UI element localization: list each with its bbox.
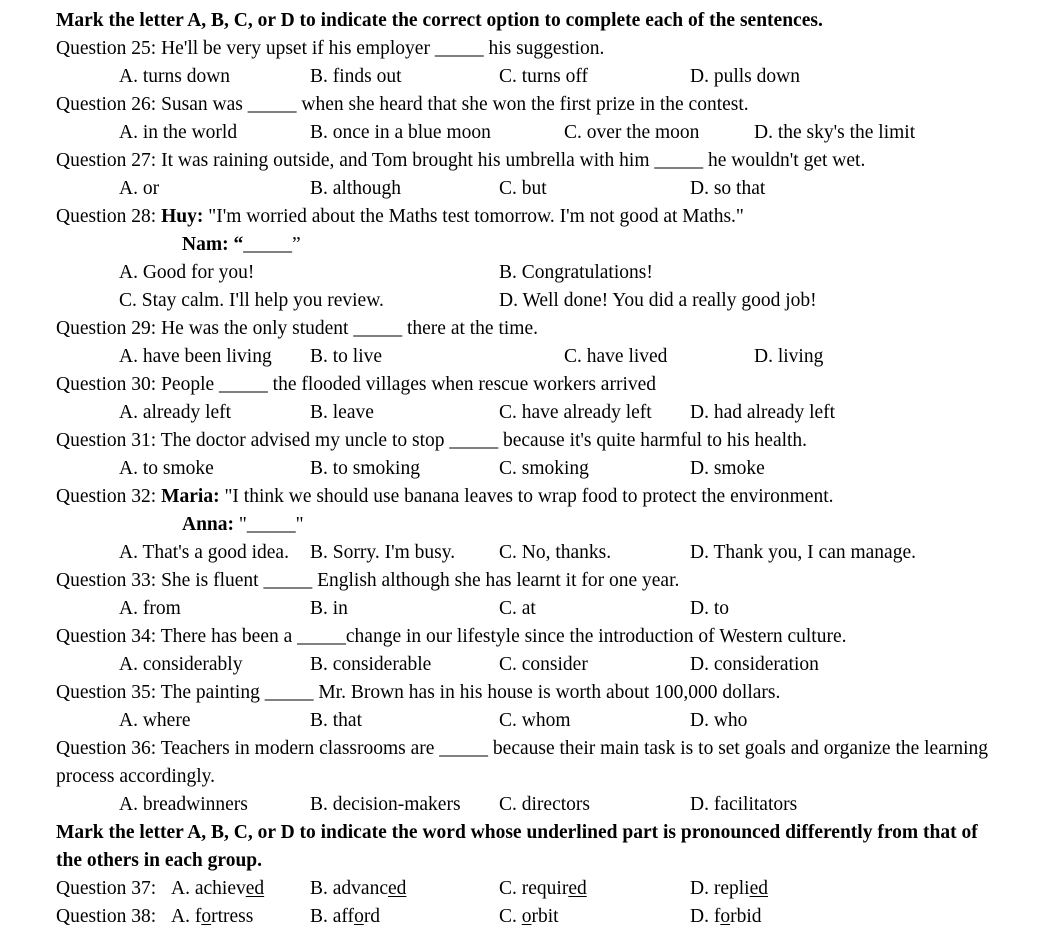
option-c[interactable]: C. directors (499, 794, 590, 815)
option-d[interactable]: D. so that (690, 178, 766, 199)
question-29 (56, 315, 1006, 343)
question-stem-end: the flooded villages when rescue workers arrived (267, 374, 657, 395)
option-a[interactable]: A. or (119, 178, 160, 199)
question-32 (56, 483, 1006, 511)
answer-blank: _____ (243, 234, 292, 255)
option-a[interactable]: A. in the world (119, 122, 238, 143)
option-d[interactable]: D. forbid (690, 906, 762, 927)
question-stem: Question 27: It was raining outside, and Tom brought his umbrella with him (56, 150, 655, 171)
option-d[interactable]: D. consideration (690, 654, 819, 675)
question-26 (56, 91, 1006, 119)
option-a[interactable]: A. already left (119, 402, 232, 423)
option-c[interactable]: C. consider (499, 654, 588, 675)
question-27 (56, 147, 1006, 175)
worksheet (56, 7, 1006, 931)
option-a[interactable]: A. fortress (171, 906, 254, 927)
option-c[interactable]: C. No, thanks. (499, 542, 612, 563)
question-stem: Question 31: The doctor advised my uncle to stop (56, 430, 450, 451)
option-a[interactable]: A. from (119, 598, 181, 619)
option-d[interactable]: D. who (690, 710, 748, 731)
question-stem-end: Mr. Brown has in his house is worth about 100,000 dollars. (313, 682, 781, 703)
question-37 (56, 875, 1006, 903)
option-c[interactable]: C. required (499, 878, 587, 899)
question-stem-end: because their main task is to set goals and organize the learning process accordingly. (56, 738, 989, 787)
option-b[interactable]: B. afford (310, 906, 381, 927)
option-c[interactable]: C. whom (499, 710, 571, 731)
question-38 (56, 903, 1006, 931)
speaker-huy: Huy: (161, 206, 204, 227)
option-b[interactable]: B. to live (310, 346, 383, 367)
options-34 (56, 651, 1006, 679)
answer-blank: _____ (449, 430, 499, 451)
option-c[interactable]: C. have already left (499, 402, 652, 423)
open-quote: “ (228, 234, 244, 255)
question-stem-end: when she heard that she won the first prize in the contest. (296, 94, 749, 115)
option-a[interactable]: A. breadwinners (119, 794, 248, 815)
option-d[interactable]: D. Thank you, I can manage. (690, 542, 916, 563)
answer-blank: _____ (434, 38, 484, 59)
options-31 (56, 455, 1006, 483)
options-33 (56, 595, 1006, 623)
option-b[interactable]: B. although (310, 178, 401, 199)
question-stem: Question 34: There has been a (56, 626, 298, 647)
answer-blank: _____ (219, 374, 268, 395)
question-25 (56, 35, 1006, 63)
dialog-response (56, 511, 1006, 539)
question-stem-end: he wouldn't get wet. (703, 150, 866, 171)
options-32 (56, 539, 1006, 567)
options-36 (56, 791, 1006, 819)
options-28-row2 (56, 287, 1006, 315)
option-d[interactable]: D. living (754, 346, 824, 367)
question-31 (56, 427, 1006, 455)
option-d[interactable]: D. replied (690, 878, 768, 899)
option-b[interactable]: B. in (310, 598, 348, 619)
option-d[interactable]: D. pulls down (690, 66, 800, 87)
answer-blank: _____ (264, 682, 314, 703)
question-stem-end: English although she has learnt it for one year. (312, 570, 680, 591)
question-stem-end: because it's quite harmful to his health. (498, 430, 808, 451)
option-a[interactable]: A. have been living (119, 346, 272, 367)
option-c[interactable]: C. have lived (564, 346, 668, 367)
question-28 (56, 203, 1006, 231)
option-c[interactable]: C. orbit (499, 906, 559, 927)
question-label: Question 38: (56, 906, 157, 927)
options-29 (56, 343, 1006, 371)
speaker-anna: Anna: (182, 514, 235, 535)
question-33 (56, 567, 1006, 595)
question-stem: Question 26: Susan was (56, 94, 248, 115)
question-stem-end: his suggestion. (483, 38, 605, 59)
option-b[interactable]: B. Congratulations! (499, 262, 653, 283)
option-d[interactable]: D. to (690, 598, 729, 619)
question-stem: Question 36: Teachers in modern classrooms are (56, 738, 440, 759)
question-stem: Question 35: The painting (56, 682, 265, 703)
option-d[interactable]: D. had already left (690, 402, 836, 423)
option-a[interactable]: A. Good for you! (119, 262, 255, 283)
options-25 (56, 63, 1006, 91)
question-stem: Question 25: He'll be very upset if his employer (56, 38, 435, 59)
question-stem: Question 29: He was the only student (56, 318, 354, 339)
question-stem: Question 33: She is fluent (56, 570, 264, 591)
close-quote: " (295, 514, 304, 535)
question-30 (56, 371, 1006, 399)
option-c[interactable]: C. smoking (499, 458, 589, 479)
option-d[interactable]: D. smoke (690, 458, 765, 479)
section-heading-pronunciation: Mark the letter A, B, C, or D to indicate the word whose underlined part is pronounced differently from that of the others in each group. (56, 822, 978, 871)
options-35 (56, 707, 1006, 735)
option-a[interactable]: A. where (119, 710, 191, 731)
question-stem: Question 30: People (56, 374, 220, 395)
close-quote: ” (291, 234, 301, 255)
option-b[interactable]: B. advanced (310, 878, 407, 899)
option-a[interactable]: A. achieved (171, 878, 265, 899)
speaker-nam: Nam: (182, 234, 229, 255)
question-34 (56, 623, 1006, 651)
option-b[interactable]: B. leave (310, 402, 374, 423)
option-b[interactable]: B. to smoking (310, 458, 420, 479)
option-b[interactable]: B. finds out (310, 66, 402, 87)
dialog-response (56, 231, 1006, 259)
section-heading: Mark the letter A, B, C, or D to indicate the correct option to complete each of the sentences. (56, 10, 823, 31)
option-a[interactable]: A. turns down (119, 66, 231, 87)
dialog-line: "I think we should use banana leaves to wrap food to protect the environment. (219, 486, 834, 507)
option-c[interactable]: C. over the moon (564, 122, 700, 143)
options-27 (56, 175, 1006, 203)
answer-blank: _____ (439, 738, 489, 759)
answer-blank: _____ (353, 318, 403, 339)
option-b[interactable]: B. decision-makers (310, 794, 461, 815)
options-28-row1 (56, 259, 1006, 287)
question-stem-end: there at the time. (402, 318, 538, 339)
option-c[interactable]: C. Stay calm. I'll help you review. (119, 290, 384, 311)
question-number: Question 32: (56, 486, 162, 507)
option-c[interactable]: C. turns off (499, 66, 589, 87)
option-d[interactable]: D. Well done! You did a really good job! (499, 290, 817, 311)
question-36 (56, 735, 1006, 791)
option-b[interactable]: B. that (310, 710, 362, 731)
answer-blank: _____ (247, 94, 297, 115)
open-quote: " (234, 514, 247, 535)
answer-blank: _____ (654, 150, 704, 171)
option-b[interactable]: B. once in a blue moon (310, 122, 491, 143)
option-b[interactable]: B. Sorry. I'm busy. (310, 542, 456, 563)
option-d[interactable]: D. facilitators (690, 794, 798, 815)
option-a[interactable]: A. That's a good idea. (119, 542, 289, 563)
question-label: Question 37: (56, 878, 157, 899)
option-a[interactable]: A. considerably (119, 654, 243, 675)
question-number: Question 28: (56, 206, 162, 227)
option-c[interactable]: C. but (499, 178, 547, 199)
answer-blank: _____ (297, 626, 346, 647)
speaker-maria: Maria: (161, 486, 220, 507)
option-b[interactable]: B. considerable (310, 654, 432, 675)
answer-blank: _____ (263, 570, 313, 591)
dialog-line: "I'm worried about the Maths test tomorrow. I'm not good at Maths." (203, 206, 744, 227)
options-26 (56, 119, 1006, 147)
option-a[interactable]: A. to smoke (119, 458, 214, 479)
options-30 (56, 399, 1006, 427)
question-35 (56, 679, 1006, 707)
option-c[interactable]: C. at (499, 598, 536, 619)
answer-blank: _____ (246, 514, 296, 535)
question-stem-end: change in our lifestyle since the introduction of Western culture. (345, 626, 847, 647)
option-d[interactable]: D. the sky's the limit (754, 122, 916, 143)
